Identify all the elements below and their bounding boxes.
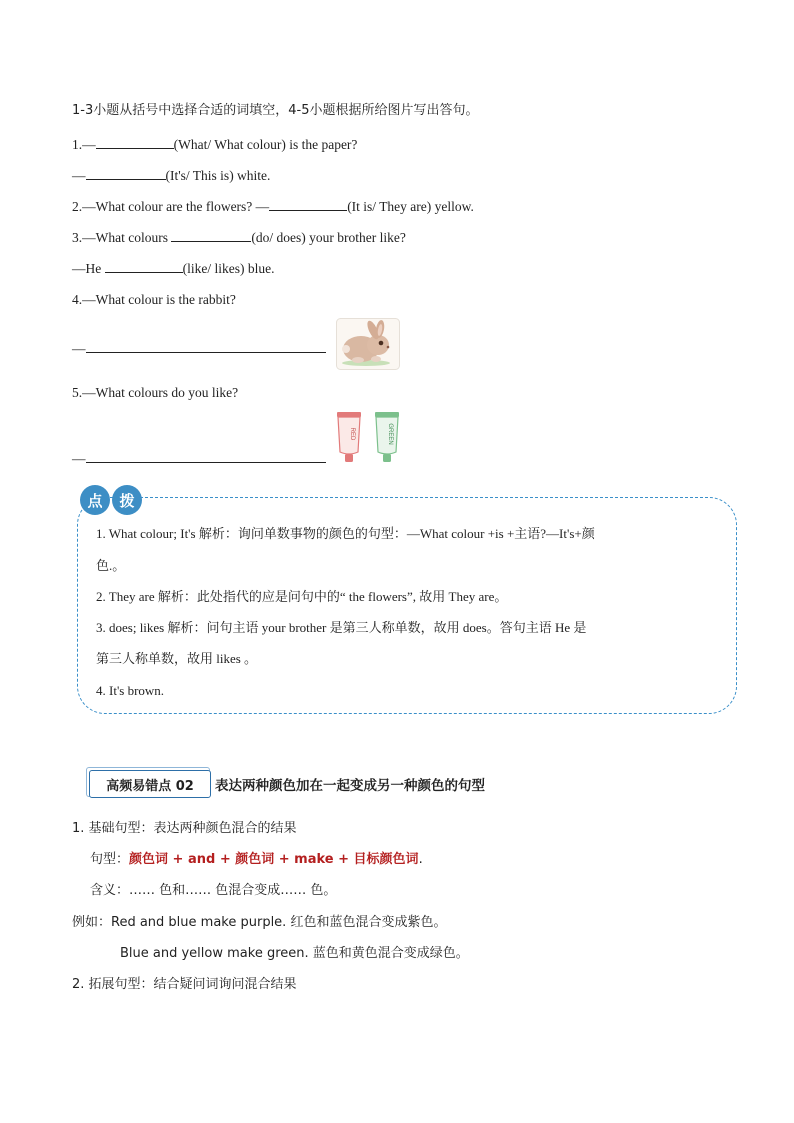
tip-line-2: 色.。 [96, 558, 126, 573]
q4-dash: — [72, 341, 86, 356]
q3a-prefix: 3.—What colours [72, 230, 172, 245]
pattern-label: 句型： [90, 852, 130, 867]
section-point-1: 1. 基础句型：表达两种颜色混合的结果 [72, 821, 297, 836]
answer-blank [171, 227, 251, 242]
q1a-text: (What/ What colour) is the paper? [173, 137, 358, 152]
question-2 [72, 196, 474, 217]
question-3b [72, 258, 274, 279]
rabbit-image [336, 318, 400, 370]
tip-line-1: 1. What colour; It's 解析：询问单数事物的颜色的句型：—What colour +is +主语?—It's+颜 [96, 526, 595, 541]
section-tag: 高频易错点 02 [89, 770, 211, 798]
pattern-formula: 颜色词 + and + 颜色词 + make + 目标颜色词 [129, 852, 419, 867]
question-5: 5.—What colours do you like? [72, 385, 239, 400]
instruction-text: 1-3小题从括号中选择合适的词填空，4-5小题根据所给图片写出答句。 [72, 103, 479, 118]
pattern-end: . [418, 852, 423, 867]
q3a-text: (do/ does) your brother like? [251, 230, 406, 245]
example-line-2: Blue and yellow make green. 蓝色和黄色混合变成绿色。 [120, 946, 469, 961]
answer-blank [86, 338, 326, 353]
q1b-text: (It's/ This is) white. [165, 168, 271, 183]
answer-blank [86, 448, 326, 463]
paint-tubes-image [333, 410, 413, 464]
question-1b [72, 165, 270, 186]
q5-dash: — [72, 451, 86, 466]
red-tube-label: RED [349, 427, 355, 441]
green-tube-label: GREEN [387, 423, 393, 445]
answer-blank [86, 165, 166, 180]
tip-line-3: 2. They are 解析：此处指代的应是问句中的“ the flowers”, 故用 They are。 [96, 589, 508, 604]
tip-badge-1: 点 [80, 485, 110, 515]
q1a-prefix: 1.— [72, 137, 96, 152]
q3b-prefix: —He [72, 261, 105, 276]
question-3a [72, 227, 406, 248]
answer-blank [105, 258, 183, 273]
example-line-1: 例如：Red and blue make purple. 红色和蓝色混合变成紫色。 [72, 915, 447, 930]
question-4-answer [72, 338, 326, 359]
question-1a [72, 134, 357, 155]
q1b-prefix: — [72, 168, 86, 183]
meaning-line: 含义：…… 色和…… 色混合变成…… 色。 [90, 883, 337, 898]
pattern-line [90, 850, 423, 870]
question-5-answer [72, 448, 326, 469]
q3b-text: (like/ likes) blue. [182, 261, 275, 276]
section-title: 表达两种颜色加在一起变成另一种颜色的句型 [215, 778, 485, 794]
section-point-2: 2. 拓展句型：结合疑问词询问混合结果 [72, 977, 297, 992]
tip-line-6: 4. It's brown. [96, 683, 165, 698]
q2-text: (It is/ They are) yellow. [347, 199, 474, 214]
tip-box [77, 491, 737, 714]
tip-badge-2: 拨 [112, 485, 142, 515]
answer-blank [96, 134, 174, 149]
q2-prefix: 2.—What colour are the flowers? — [72, 199, 270, 214]
tip-line-5: 第三人称单数，故用 likes 。 [96, 651, 258, 666]
answer-blank [269, 196, 347, 211]
tip-line-4: 3. does; likes 解析：问句主语 your brother 是第三人称单数，故用 does。答句主语 He 是 [96, 620, 587, 635]
question-4: 4.—What colour is the rabbit? [72, 292, 236, 307]
